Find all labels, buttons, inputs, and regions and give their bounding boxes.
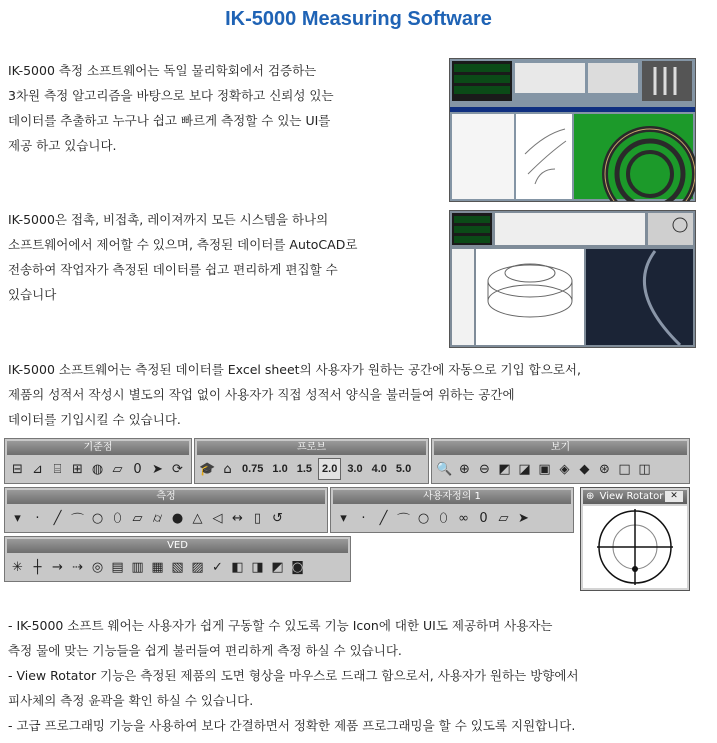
crosshair-icon[interactable]: ┼ [33, 559, 42, 575]
arc-icon[interactable]: ⌒ [70, 512, 84, 528]
zoom-icon[interactable]: 🔍 [436, 461, 453, 477]
plane-icon[interactable]: ▱ [132, 510, 143, 526]
view-rotator-header [583, 490, 687, 504]
rotator-plus-icon: ⊕ [586, 491, 595, 502]
probe-graduate-icon[interactable]: 🎓 [199, 461, 216, 477]
datum-zero-icon[interactable]: 0 [133, 461, 142, 477]
probe-size-button[interactable]: 0.75 [242, 463, 264, 475]
text-line: 데이터를 기입시킬 수 있습니다. [8, 412, 181, 427]
circle-icon[interactable]: ○ [91, 510, 104, 526]
toolbar-title: 기준점 [7, 441, 189, 455]
contrast-2-icon[interactable]: ◨ [251, 559, 264, 575]
bullet-line: - View Rotator 기능은 측정된 제품의 도면 형상을 마우스로 드래그 함으로서, 사용자가 원하는 방향에서 [8, 668, 579, 683]
text-line: 있습니다 [8, 287, 57, 302]
toolbar-title: 측정 [7, 490, 325, 504]
intro-paragraph-3 [8, 357, 581, 432]
zero-icon[interactable]: 0 [479, 510, 488, 526]
datum-refresh-icon[interactable]: ⟳ [172, 461, 183, 477]
bullet-line: - 고급 프로그래밍 기능을 사용하여 보다 간결하면서 정확한 제품 프로그래밍을 할 수 있도록 지원합니다. [8, 718, 576, 733]
text-line: 제품의 성적서 작성시 별도의 작업 없이 사용자가 직접 성적서 양식을 불러들여 위하는 공간에 [8, 387, 515, 402]
sphere-icon[interactable]: ● [171, 510, 184, 526]
software-screenshot-1 [449, 58, 696, 202]
arc-icon[interactable]: ⌒ [396, 512, 410, 528]
circle-icon[interactable]: ○ [417, 510, 430, 526]
cone-icon[interactable]: △ [192, 510, 203, 526]
link-icon[interactable]: ∞ [458, 510, 469, 526]
arrow-icon[interactable]: ➤ [518, 510, 529, 526]
toolbar-title: 사용자정의 1 [333, 490, 571, 504]
feature-bullet-list [8, 613, 579, 738]
probe-size-button[interactable]: 5.0 [395, 463, 412, 475]
toolbar-ved [4, 536, 351, 582]
camera-icon[interactable]: ◙ [291, 559, 304, 575]
toolbar-title: VED [7, 539, 348, 553]
text-line: 3차원 측정 알고리즘을 바탕으로 보다 정확하고 신뢰성 있는 [8, 88, 334, 103]
grid-detect-icon[interactable]: ▤ [111, 559, 124, 575]
slot-icon[interactable]: ⬯ [439, 510, 448, 526]
datum-arrow-icon[interactable]: ➤ [152, 461, 163, 477]
point-icon[interactable]: · [361, 510, 366, 526]
probe-size-button-selected[interactable]: 2.0 [318, 458, 341, 480]
toolbar-user-defined [330, 487, 574, 533]
slot-icon[interactable]: ⬯ [113, 510, 122, 526]
edge-box-4-icon[interactable]: ▨ [191, 559, 204, 575]
cube-icon[interactable]: ◩ [498, 461, 511, 477]
contrast-icon[interactable]: ◧ [231, 559, 244, 575]
plane-icon[interactable]: ▱ [498, 510, 509, 526]
intro-paragraph-1 [8, 58, 334, 158]
datum-grid-icon[interactable]: ⊞ [72, 461, 83, 477]
datum-rotate-icon[interactable]: ⊿ [32, 461, 43, 477]
text-line: 전송하여 작업자가 측정된 데이터를 쉽고 편리하게 편집할 수 [8, 262, 338, 277]
contrast-3-icon[interactable]: ◩ [271, 559, 284, 575]
probe-size-button[interactable]: 4.0 [371, 463, 387, 475]
intro-paragraph-2 [8, 207, 357, 307]
edge-box-2-icon[interactable]: ▦ [151, 559, 164, 575]
datum-parallelogram-icon[interactable]: ▱ [112, 461, 123, 477]
bullet-line: 측정 물에 맞는 기능들을 쉽게 불러들여 편리하게 측정 하실 수 있습니다. [8, 643, 402, 658]
datum-cylinder-icon[interactable]: ⌸ [53, 461, 62, 477]
toolbar-datum [4, 438, 192, 484]
page-title: IK-5000 Measuring Software [225, 8, 492, 30]
bullet-line: - IK-5000 소프트 웨어는 사용자가 쉽게 구동할 수 있도록 기능 Icon에 대한 UI도 제공하며 사용자는 [8, 618, 553, 633]
cube-iso-icon[interactable]: ◆ [579, 461, 590, 477]
circle-detect-icon[interactable]: ◎ [91, 559, 104, 575]
document-icon[interactable]: ▯ [253, 510, 262, 526]
toolbar-measure [4, 487, 328, 533]
toolbar-title: 보기 [434, 441, 687, 455]
line-icon[interactable]: ╱ [53, 510, 62, 526]
view-rotator-title: View Rotator [599, 491, 664, 502]
angle-icon[interactable]: ◁ [212, 510, 223, 526]
single-view-icon[interactable]: □ [618, 461, 631, 477]
zoom-out-icon[interactable]: ⊖ [479, 461, 490, 477]
split-view-icon[interactable]: ◫ [638, 461, 651, 477]
point-icon[interactable]: · [35, 510, 40, 526]
text-line: IK-5000 소프트웨어는 측정된 데이터를 Excel sheet의 사용자가 원하는 공간에 자동으로 기입 합으로서, [8, 362, 581, 377]
software-screenshot-2 [449, 210, 696, 348]
line-icon[interactable]: ╱ [379, 510, 388, 526]
bullet-line: 피사체의 측정 윤곽을 확인 하실 수 있습니다. [8, 693, 254, 708]
edge-right-icon[interactable]: ⇢ [72, 559, 83, 575]
toolbar-probe [194, 438, 429, 484]
software-screenshot-2-image [450, 211, 695, 347]
edge-box-icon[interactable]: ▥ [131, 559, 144, 575]
text-line: 소프트웨어에서 제어할 수 있으며, 측정된 데이터를 AutoCAD로 [8, 237, 358, 252]
distance-icon[interactable]: ↔ [232, 510, 243, 526]
toolbar-title: 프로브 [197, 441, 426, 455]
text-line: IK-5000 측정 소프트웨어는 독일 물리학회에서 검증하는 [8, 63, 317, 78]
view-rotator-panel [580, 487, 690, 591]
cylinder-icon[interactable]: ⌭ [152, 510, 163, 526]
datum-sphere-icon[interactable]: ◍ [91, 461, 104, 477]
zoom-in-icon[interactable]: ⊕ [459, 461, 470, 477]
close-icon[interactable]: ✕ [665, 491, 683, 502]
probe-tip-icon[interactable]: ▾ [340, 510, 347, 526]
probe-tip-icon[interactable]: ▾ [14, 510, 21, 526]
probe-house-icon[interactable]: ⌂ [223, 461, 232, 477]
probe-size-button[interactable]: 1.0 [272, 463, 288, 475]
text-line: 데이터를 추출하고 누구나 쉽고 빠르게 측정할 수 있는 UI를 [8, 113, 331, 128]
rotate-icon[interactable]: ↺ [272, 510, 283, 526]
cube-side-icon[interactable]: ▣ [538, 461, 551, 477]
datum-plane-icon[interactable]: ⊟ [12, 461, 23, 477]
cube-front-icon[interactable]: ◪ [518, 461, 531, 477]
check-icon[interactable]: ✓ [212, 559, 223, 575]
probe-size-button[interactable]: 3.0 [347, 463, 363, 475]
probe-size-button[interactable]: 1.5 [296, 463, 313, 475]
target-icon[interactable]: ⊛ [599, 461, 610, 477]
cube-top-icon[interactable]: ◈ [559, 461, 570, 477]
toolbar-view [431, 438, 690, 484]
edge-box-3-icon[interactable]: ▧ [171, 559, 184, 575]
edge-left-icon[interactable]: → [52, 559, 63, 575]
view-rotator-dial[interactable] [583, 506, 687, 588]
text-line: IK-5000은 접촉, 비접촉, 레이져까지 모든 시스템을 하나의 [8, 212, 329, 227]
software-screenshot-1-image [450, 59, 695, 201]
text-line: 제공 하고 있습니다. [8, 138, 117, 153]
edge-spark-icon[interactable]: ✳ [12, 559, 23, 575]
